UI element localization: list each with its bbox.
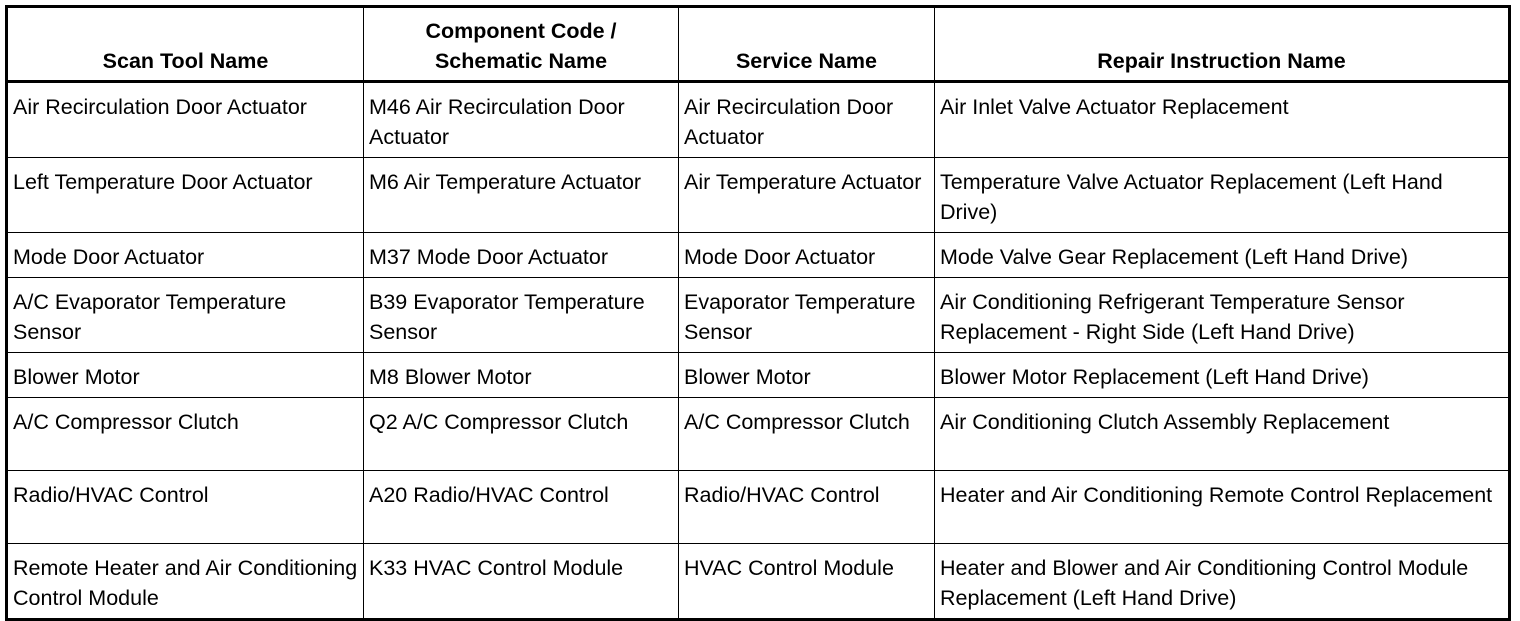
- cell-scan-tool-name: Left Temperature Door Actuator: [7, 158, 364, 233]
- cell-scan-tool-name: Mode Door Actuator: [7, 233, 364, 278]
- cell-repair-instruction: Heater and Blower and Air Conditioning Control Module Replacement (Left Hand Drive): [935, 544, 1510, 620]
- header-repair-instruction-name: [935, 7, 1510, 82]
- table-row: [7, 233, 1510, 278]
- cell-scan-tool-name: Air Recirculation Door Actuator: [7, 82, 364, 158]
- table-row: [7, 544, 1510, 620]
- cell-repair-instruction: Blower Motor Replacement (Left Hand Drive): [935, 353, 1510, 398]
- cell-repair-instruction: Air Inlet Valve Actuator Replacement: [935, 82, 1510, 158]
- cell-component-code: K33 HVAC Control Module: [364, 544, 679, 620]
- table-row: [7, 471, 1510, 544]
- cell-service-name: HVAC Control Module: [679, 544, 935, 620]
- cell-scan-tool-name: Remote Heater and Air Conditioning Control Module: [7, 544, 364, 620]
- table-row: [7, 353, 1510, 398]
- table-row: [7, 398, 1510, 471]
- cell-scan-tool-name: Blower Motor: [7, 353, 364, 398]
- cell-component-code: M6 Air Temperature Actuator: [364, 158, 679, 233]
- cell-component-code: A20 Radio/HVAC Control: [364, 471, 679, 544]
- cell-repair-instruction: Mode Valve Gear Replacement (Left Hand Drive): [935, 233, 1510, 278]
- cell-repair-instruction: Temperature Valve Actuator Replacement (Left Hand Drive): [935, 158, 1510, 233]
- header-text-line1: Component Code /: [425, 19, 617, 43]
- cell-service-name: A/C Compressor Clutch: [679, 398, 935, 471]
- cell-component-code: M37 Mode Door Actuator: [364, 233, 679, 278]
- cell-scan-tool-name: A/C Compressor Clutch: [7, 398, 364, 471]
- component-table-container: [5, 5, 1508, 621]
- header-service-name: [679, 7, 935, 82]
- table-row: [7, 278, 1510, 353]
- cell-service-name: Evaporator Temperature Sensor: [679, 278, 935, 353]
- table-row: [7, 82, 1510, 158]
- cell-component-code: B39 Evaporator Temperature Sensor: [364, 278, 679, 353]
- cell-service-name: Air Recirculation Door Actuator: [679, 82, 935, 158]
- table-header-row: [7, 7, 1510, 82]
- component-name-table: [5, 5, 1511, 621]
- table-row: [7, 158, 1510, 233]
- header-text-line2: Schematic Name: [434, 49, 608, 73]
- cell-component-code: M8 Blower Motor: [364, 353, 679, 398]
- header-text: Repair Instruction Name: [1097, 49, 1346, 73]
- cell-repair-instruction: Air Conditioning Clutch Assembly Replacement: [935, 398, 1510, 471]
- cell-scan-tool-name: A/C Evaporator Temperature Sensor: [7, 278, 364, 353]
- cell-scan-tool-name: Radio/HVAC Control: [7, 471, 364, 544]
- cell-service-name: Blower Motor: [679, 353, 935, 398]
- header-text: Scan Tool Name: [102, 49, 269, 73]
- header-scan-tool-name: [7, 7, 364, 82]
- cell-service-name: Mode Door Actuator: [679, 233, 935, 278]
- cell-component-code: Q2 A/C Compressor Clutch: [364, 398, 679, 471]
- cell-service-name: Radio/HVAC Control: [679, 471, 935, 544]
- cell-repair-instruction: Heater and Air Conditioning Remote Control Replacement: [935, 471, 1510, 544]
- cell-service-name: Air Temperature Actuator: [679, 158, 935, 233]
- header-component-code: [364, 7, 679, 82]
- cell-repair-instruction: Air Conditioning Refrigerant Temperature Sensor Replacement - Right Side (Left Hand Drive): [935, 278, 1510, 353]
- header-text: Service Name: [735, 49, 878, 73]
- cell-component-code: M46 Air Recirculation Door Actuator: [364, 82, 679, 158]
